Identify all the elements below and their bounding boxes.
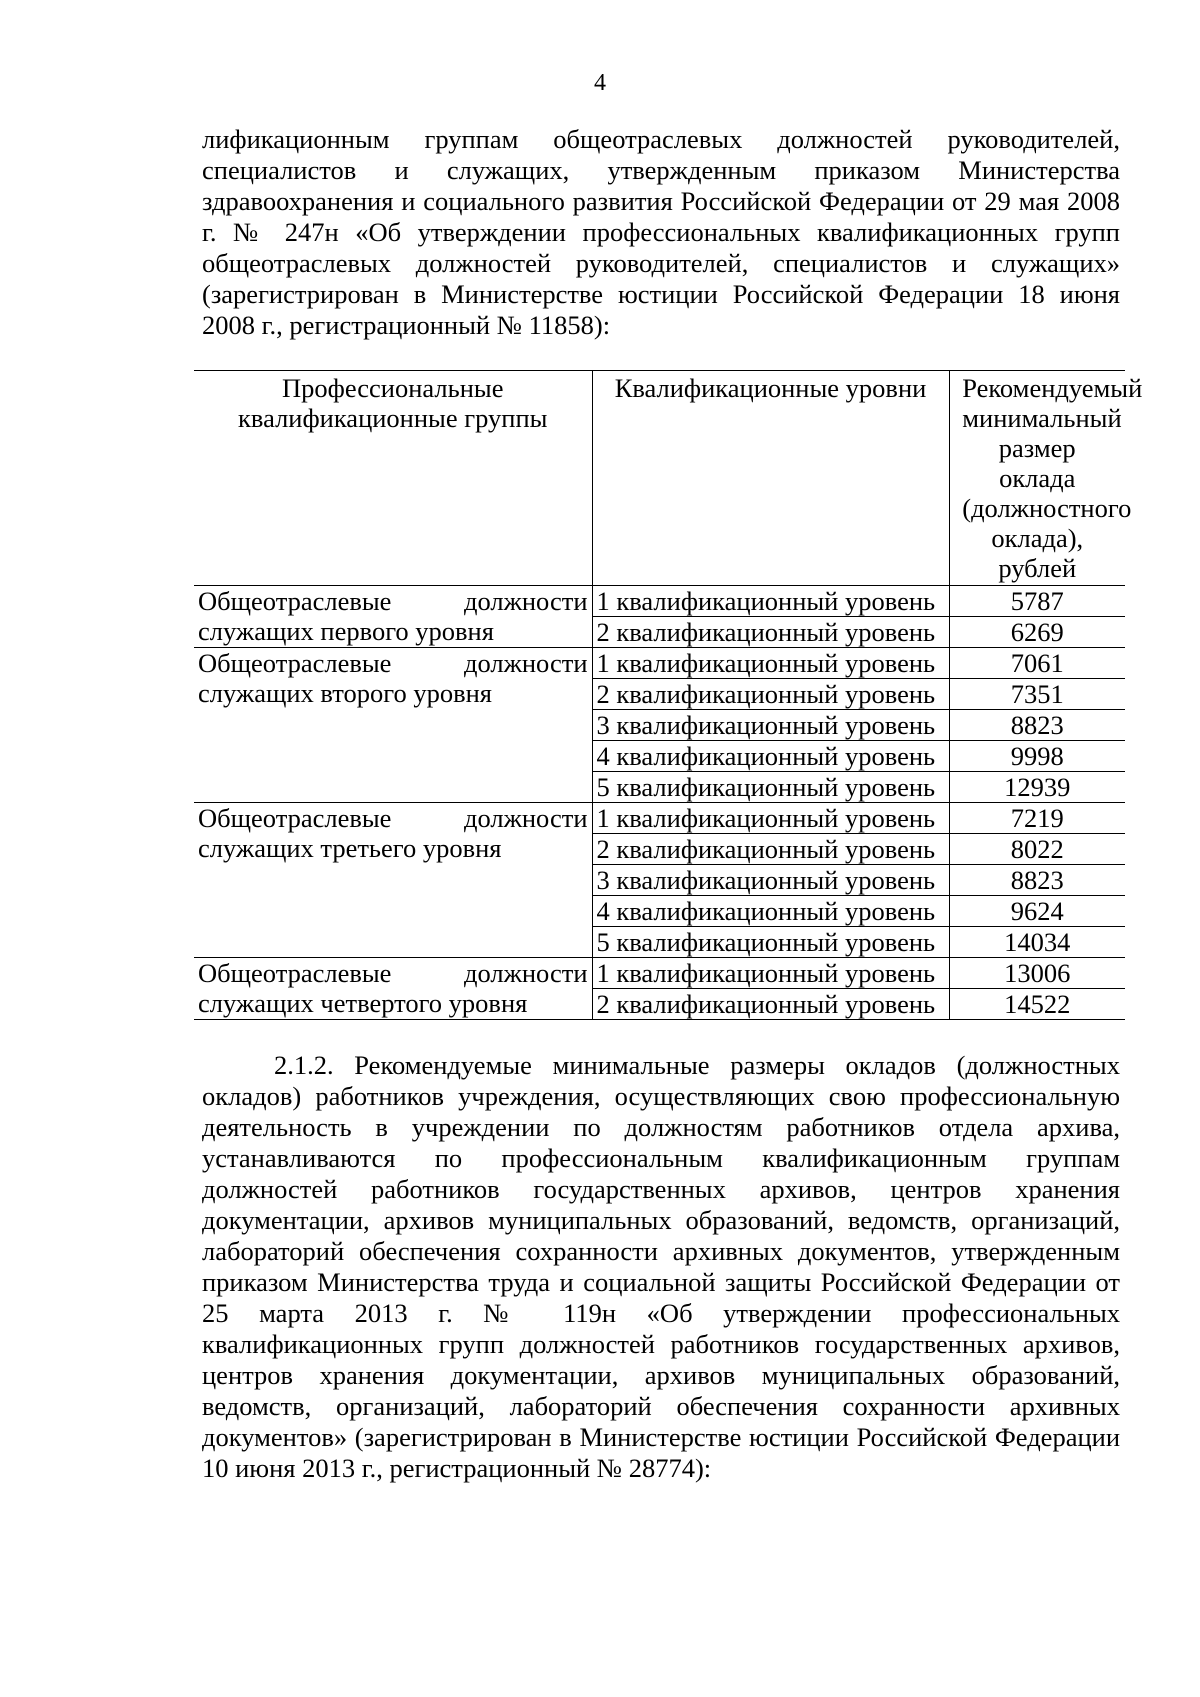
level-cell: 1 квалификационный уровень — [592, 803, 949, 834]
table-row — [194, 648, 1125, 679]
level-cell: 1 квалификационный уровень — [592, 958, 949, 989]
group-name-cell: Общеотраслевые должности служащих четвертого уровня — [194, 958, 592, 1020]
paragraph-2-1-2: 2.1.2. Рекомендуемые минимальные размеры окладов (должностных окладов) работников учреждения, осуществляющих свою профессиональную деятельность в учреждении по должностям работников отдела архива, устанавливаются по профессиональным квалификационным группам должностей работников государственных архивов, центров хранения документации, архивов муниципальных образований, ведомств, организаций, лабораторий обеспечения сохранности архивных документов, утвержденным приказом Министерства труда и социальной защиты Российской Федерации от 25 марта 2013 г. № 119н «Об утверждении профессиональных квалификационных групп должностей работников государственных архивов, центров хранения документации, архивов муниципальных образований, ведомств, организаций, лабораторий обеспечения сохранности архивных документов» (зарегистрирован в Министерстве юстиции Российской Федерации 10 июня 2013 г., регистрационный № 28774): — [202, 1050, 1120, 1483]
level-cell: 4 квалификационный уровень — [592, 896, 949, 927]
amount-cell: 6269 — [949, 617, 1125, 648]
amount-cell: 13006 — [949, 958, 1125, 989]
page-number: 4 — [594, 70, 606, 96]
table-row — [194, 958, 1125, 989]
table-row — [194, 803, 1125, 834]
level-cell: 5 квалификационный уровень — [592, 927, 949, 958]
level-cell: 2 квалификационный уровень — [592, 679, 949, 710]
amount-cell: 8823 — [949, 710, 1125, 741]
header-amount-text: Рекомендуемый минимальный размер оклада (должностного оклада), рублей — [962, 373, 1143, 583]
level-cell: 1 квалификационный уровень — [592, 586, 949, 617]
amount-cell: 14034 — [949, 927, 1125, 958]
intro-paragraph: лификационным группам общеотраслевых должностей руководителей, специалистов и служащих, утвержденным приказом Министерства здравоохранения и социального развития Российской Федерации от 29 мая 2008 г. № 247н «Об утверждении профессиональных квалификационных групп общеотраслевых должностей руководителей, специалистов и служащих» (зарегистрирован в Министерстве юстиции Российской Федерации 18 июня 2008 г., регистрационный № 11858): — [202, 124, 1120, 340]
header-level: Квалификационные уровни — [592, 371, 949, 586]
level-cell: 2 квалификационный уровень — [592, 989, 949, 1020]
group-name-cell: Общеотраслевые должности служащих первого уровня — [194, 586, 592, 648]
amount-cell: 9624 — [949, 896, 1125, 927]
table-body — [194, 586, 1125, 1020]
table-header-row — [194, 371, 1125, 586]
amount-cell: 14522 — [949, 989, 1125, 1020]
amount-cell: 8022 — [949, 834, 1125, 865]
amount-cell: 7351 — [949, 679, 1125, 710]
group-name-cell: Общеотраслевые должности служащих третьего уровня — [194, 803, 592, 958]
amount-cell: 9998 — [949, 741, 1125, 772]
salary-table — [194, 370, 1143, 1020]
level-cell: 2 квалификационный уровень — [592, 617, 949, 648]
amount-cell: 7219 — [949, 803, 1125, 834]
header-amount — [949, 371, 1143, 586]
level-cell: 4 квалификационный уровень — [592, 741, 949, 772]
level-cell: 3 квалификационный уровень — [592, 710, 949, 741]
amount-cell: 7061 — [949, 648, 1125, 679]
group-name-cell: Общеотраслевые должности служащих второго уровня — [194, 648, 592, 803]
header-group: Профессиональные квалификационные группы — [194, 371, 592, 586]
amount-cell: 5787 — [949, 586, 1125, 617]
level-cell: 5 квалификационный уровень — [592, 772, 949, 803]
level-cell: 1 квалификационный уровень — [592, 648, 949, 679]
amount-cell: 8823 — [949, 865, 1125, 896]
level-cell: 3 квалификационный уровень — [592, 865, 949, 896]
level-cell: 2 квалификационный уровень — [592, 834, 949, 865]
amount-cell: 12939 — [949, 772, 1125, 803]
table-row — [194, 586, 1125, 617]
